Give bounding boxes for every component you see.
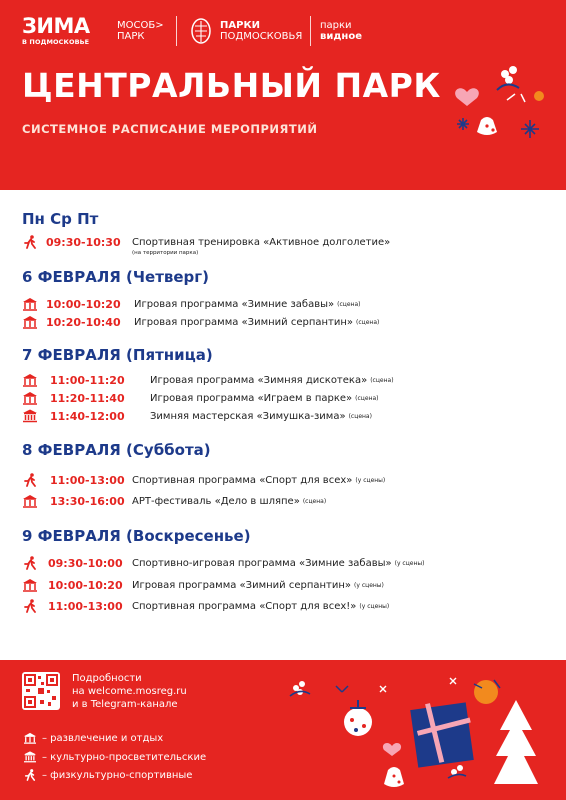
event-time: 10:20-10:40 (46, 315, 121, 329)
schedule-row (22, 493, 125, 509)
brand-zima-subtitle: В ПОДМОСКОВЬЕ (22, 38, 90, 46)
schedule-row (22, 390, 125, 406)
schedule-row (22, 234, 121, 250)
event-desc-row (150, 390, 379, 406)
header-banner (0, 0, 566, 190)
qr-code-icon (22, 672, 60, 710)
event-desc-row (132, 493, 326, 509)
museum-icon (22, 409, 38, 423)
event-time: 11:40-12:00 (50, 409, 125, 423)
legend-item (22, 732, 163, 744)
carousel-icon (22, 578, 38, 592)
event-note: (на территории парка) (132, 250, 199, 256)
event-desc-row (132, 598, 389, 614)
event-description: Игровая программа «Зимний серпантин» (132, 579, 352, 591)
brand-parki-line2: ПОДМОСКОВЬЯ (220, 31, 303, 42)
event-description: Игровая программа «Играем в парке» (150, 392, 353, 404)
event-desc-row (132, 234, 390, 250)
section-title-feb8: 8 ФЕВРАЛЯ (Суббота) (22, 441, 211, 459)
event-description: Спортивная программа «Спорт для всех» (132, 474, 353, 486)
event-desc-row (132, 577, 384, 593)
details-telegram[interactable]: и в Telegram-канале (72, 699, 178, 710)
winter-decoration-icon (445, 60, 555, 180)
event-note: (сцена) (337, 300, 361, 308)
schedule-row (22, 577, 123, 593)
carousel-icon (22, 315, 38, 329)
event-desc-row (134, 314, 379, 330)
event-description: Игровая программа «Зимний серпантин» (134, 316, 354, 328)
event-time: 11:00-13:00 (50, 473, 125, 487)
section-title-mon-wed-fri: Пн Ср Пт (22, 210, 99, 228)
event-note: (у сцены) (359, 602, 390, 610)
legend-label: – развлечение и отдых (42, 732, 164, 744)
brand-divider (310, 16, 311, 46)
page-subtitle: СИСТЕМНОЕ РАСПИСАНИЕ МЕРОПРИЯТИЙ (22, 122, 318, 136)
brand-vidnoe-logo (320, 20, 362, 42)
brand-parki-line1: ПАРКИ (220, 20, 260, 31)
event-description: Спортивная тренировка «Активное долголетие» (132, 236, 391, 248)
sport-icon (22, 473, 38, 487)
event-desc-row (134, 296, 361, 312)
section-title-feb7: 7 ФЕВРАЛЯ (Пятница) (22, 346, 213, 364)
event-note: (сцена) (348, 412, 372, 420)
details-text (72, 672, 187, 711)
brand-mosob-line1: МОСОБ> (117, 20, 164, 31)
brand-mosob-line2: ПАРК (117, 31, 145, 42)
legend-label: – культурно-просветительские (42, 751, 207, 763)
carousel-icon (22, 373, 38, 387)
event-time: 10:00-10:20 (48, 578, 123, 592)
carousel-icon (22, 297, 38, 311)
event-description: Спортивная программа «Спорт для всех!» (132, 600, 357, 612)
event-time: 11:00-13:00 (48, 599, 123, 613)
brand-zima-logo: ЗИМА (22, 14, 90, 38)
details-link[interactable]: на welcome.mosreg.ru (72, 686, 187, 697)
event-description: Игровая программа «Зимняя дискотека» (150, 374, 368, 386)
event-desc-row (150, 372, 394, 388)
carousel-icon (22, 391, 38, 405)
sport-icon (22, 556, 38, 570)
event-note: (у сцены) (355, 476, 386, 484)
parks-emblem-icon (188, 16, 214, 46)
schedule-row (22, 372, 125, 388)
event-description: Спортивно-игровая программа «Зимние забавы» (132, 557, 392, 569)
section-title-feb9: 9 ФЕВРАЛЯ (Воскресенье) (22, 527, 251, 545)
event-note: (сцена) (356, 318, 380, 326)
event-time: 09:30-10:30 (46, 235, 121, 249)
sport-icon (22, 769, 38, 781)
details-line1: Подробности (72, 673, 142, 684)
schedule-row (22, 296, 121, 312)
event-time: 11:20-11:40 (50, 391, 125, 405)
legend-label: – физкультурно-спортивные (42, 769, 193, 781)
event-time: 11:00-11:20 (50, 373, 125, 387)
event-note: (у сцены) (394, 559, 425, 567)
event-desc-row (132, 472, 385, 488)
qr-code[interactable] (22, 672, 60, 710)
event-time: 13:30-16:00 (50, 494, 125, 508)
legend-item (22, 751, 206, 763)
event-note: (сцена) (302, 497, 327, 505)
event-note: (сцена) (370, 376, 394, 384)
sport-icon (22, 235, 38, 249)
sport-icon (22, 599, 38, 613)
brand-parki-logo (220, 20, 302, 42)
schedule-row (22, 555, 123, 571)
footer-banner (0, 660, 566, 800)
event-time: 10:00-10:20 (46, 297, 121, 311)
brand-divider (176, 16, 177, 46)
event-desc-row (132, 555, 425, 571)
brand-vidnoe-line2: видное (320, 31, 362, 42)
event-time: 09:30-10:00 (48, 556, 123, 570)
schedule-row (22, 408, 125, 424)
carousel-icon (22, 732, 38, 744)
event-description: Игровая программа «Зимние забавы» (134, 298, 335, 310)
section-title-feb6: 6 ФЕВРАЛЯ (Четверг) (22, 268, 209, 286)
schedule-row (22, 314, 121, 330)
event-note: (у сцены) (354, 581, 384, 589)
page-title: ЦЕНТРАЛЬНЫЙ ПАРК (22, 66, 441, 105)
event-note: (сцена) (355, 394, 379, 402)
museum-icon (22, 751, 38, 763)
carousel-icon (22, 494, 38, 508)
brand-mosobpark-logo (117, 20, 164, 42)
brand-vidnoe-line1: парки (320, 20, 352, 31)
event-description: Зимняя мастерская «Зимушка-зима» (150, 410, 346, 422)
schedule-row (22, 598, 123, 614)
event-desc-row (150, 408, 372, 424)
schedule-row (22, 472, 125, 488)
legend-item (22, 769, 192, 781)
winter-gifts-decoration-icon (280, 666, 566, 800)
event-description: АРТ-фестиваль «Дело в шляпе» (132, 495, 300, 507)
